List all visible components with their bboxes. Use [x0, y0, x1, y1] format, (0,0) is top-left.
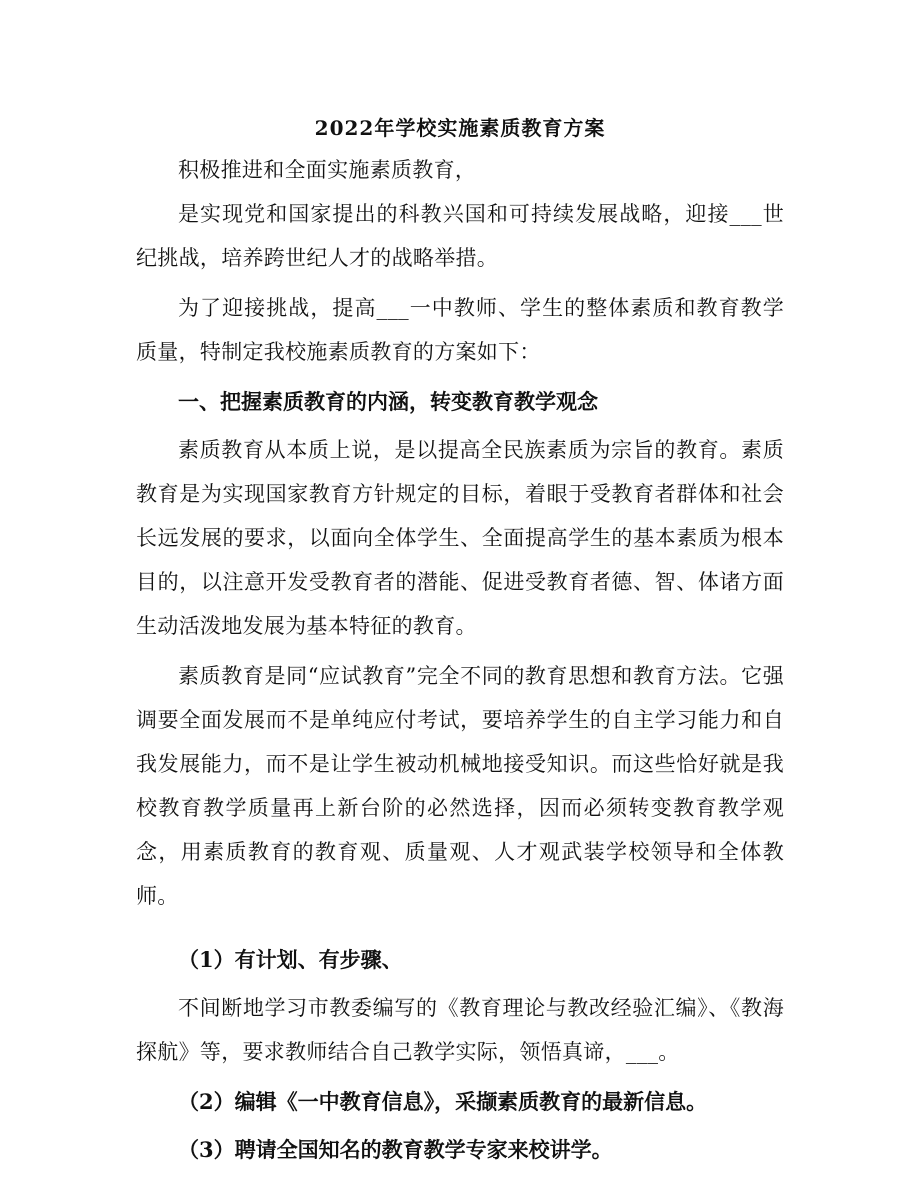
document-title: 2022年学校实施素质教育方案	[314, 116, 606, 140]
paragraph-study: 不间断地学习市教委编写的《教育理论与教改经验汇编》、《教海探航》等，要求教师结合自己教学实际，领悟真谛，___。	[136, 996, 784, 1064]
subheading-2: （2）编辑《一中教育信息》，采撷素质教育的最新信息。	[178, 1089, 708, 1114]
paragraph-purpose: 为了迎接挑战，提高___一中教师、学生的整体素质和教育教学质量，特制定我校施素质教育的方案如下：	[136, 296, 784, 364]
subheading-1: （1）有计划、有步骤、	[178, 947, 403, 972]
document-body	[136, 148, 784, 1176]
subheading-3: （3）聘请全国知名的教育教学专家来校讲学。	[178, 1137, 613, 1162]
paragraph-comparison: 素质教育是同“应试教育”完全不同的教育思想和教育方法。它强调要全面发展而不是单纯应付考试，要培养学生的自主学习能力和自我发展能力，而不是让学生被动机械地接受知识。而这些恰好就是我校教育教学质量再上新台阶的必然选择，因而必须转变教育教学观念，用素质教育的教育观、质量观、人才观武装学校领导和全体教师。	[136, 664, 784, 908]
paragraph-intro: 积极推进和全面实施素质教育，	[178, 158, 477, 182]
paragraph-definition: 素质教育从本质上说，是以提高全民族素质为宗旨的教育。素质教育是为实现国家教育方针规定的目标，着眼于受教育者群体和社会长远发展的要求，以面向全体学生、全面提高学生的基本素质为根本目的，以注意开发受教育者的潜能、促进受教育者德、智、体诸方面生动活泼地发展为基本特征的教育。	[136, 438, 784, 638]
paragraph-strategy: 是实现党和国家提出的科教兴国和可持续发展战略，迎接___世纪挑战，培养跨世纪人才的战略举措。	[136, 202, 784, 270]
section-heading-1: 一、把握素质教育的内涵，转变教育教学观念	[178, 389, 598, 414]
